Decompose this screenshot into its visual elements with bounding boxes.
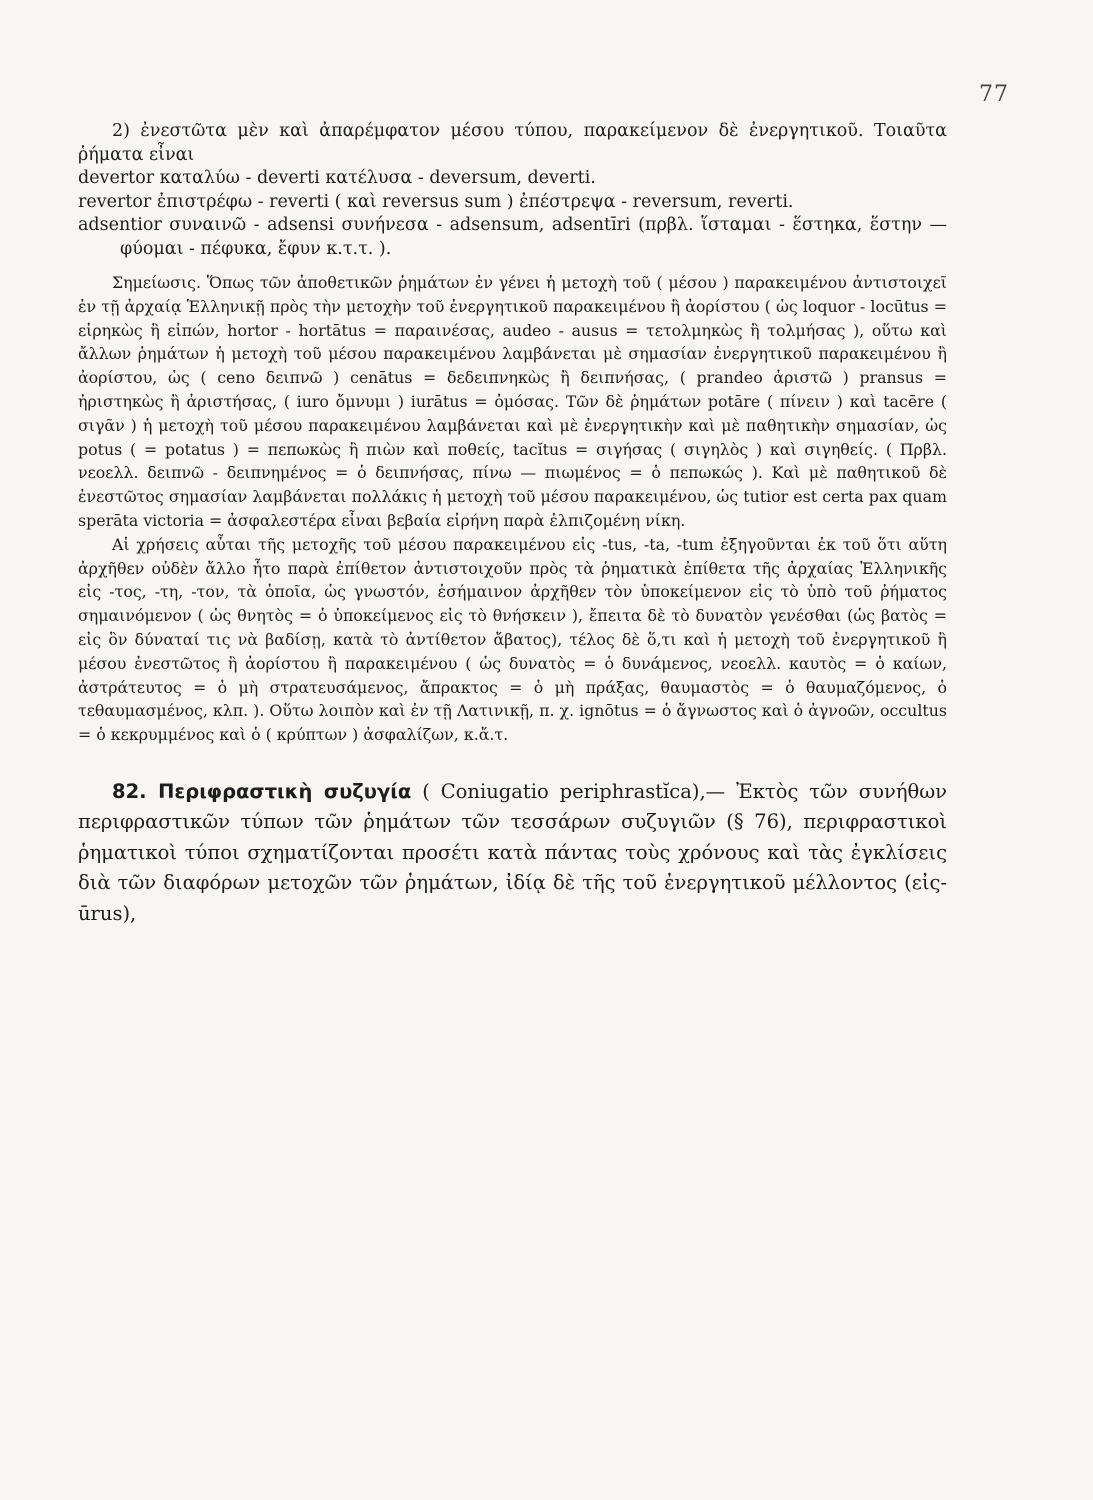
page-text (78, 120, 947, 929)
page-number: 77 (979, 82, 1009, 107)
note-paragraph-1: Σημείωσις. Ὅπως τῶν ἀποθετικῶν ῥημάτων ἐν γένει ἡ μετοχὴ τοῦ ( μέσου ) παρακειμένου ἀντιστοιχεῖ ἐν τῇ ἀρχαίᾳ Ἑλληνικῇ πρὸς τὴν μετοχὴν τοῦ ἐνεργητικοῦ παρακειμένου ἢ ἀορίστου ( ὡς loquor - locūtus = εἰρηκὼς ἢ εἰπών, hortor - hortātus = παραινέσας, audeo - ausus = τετολμηκὼς ἢ τολμήσας ), οὕτω καὶ ἄλλων ῥημάτων ἡ μετοχὴ τοῦ μέσου παρακειμένου λαμβάνεται μὲ σημασίαν ἐνεργητικοῦ παρακειμένου ἢ ἀορίστου, ὡς ( ceno δειπνῶ ) cenātus = δεδειπνηκὼς ἢ δειπνήσας, ( prandeo ἀριστῶ ) pransus = ἠριστηκὼς ἢ ἀριστήσας, ( iuro ὄμνυμι ) iurātus = ὀμόσας. Τῶν δὲ ῥημάτων potāre ( πίνειν ) καὶ tacēre ( σιγᾶν ) ἡ μετοχὴ τοῦ μέσου παρακειμένου λαμβάνεται καὶ μὲ ἐνεργητικὴν καὶ μὲ παθητικὴν σημασίαν, ὡς potus ( = potatus ) = πεπωκὼς ἢ πιὼν καὶ ποθείς, tacĭtus = σιγήσας ( σιγηλὸς ) καὶ σιγηθείς. ( Πρβλ. νεοελλ. δειπνῶ - δειπνημένος = ὁ δειπνήσας, πίνω — πιωμένος = ὁ πεπωκώς ). Καὶ μὲ παθητικοῦ δὲ ἐνεστῶτος σημασίαν λαμβάνεται πολλάκις ἡ μετοχὴ τοῦ μέσου παρακειμένου, ὡς tutior est certa pax quam sperāta victoria = ἀσφαλεστέρα εἶναι βεβαία εἰρήνη παρὰ ἐλπιζομένη νίκη. (78, 273, 947, 530)
section-heading: 82. Περιφραστικὴ συζυγία (112, 779, 412, 803)
entry-devertor: devertor καταλύω - deverti κατέλυσα - deversum, deverti. (78, 168, 596, 188)
section-text: ( Coniugatio periphrastĭca),— Ἐκτὸς τῶν συνήθων περιφραστικῶν τύπων τῶν ῥημάτων τῶν τεσσάρων συζυγιῶν (§ 76), περιφραστικοὶ ῥηματικοὶ τύποι σχηματίζονται προσέτι κατὰ πάντας τοὺς χρόνους καὶ τὰς ἐγκλίσεις διὰ τῶν διαφόρων μετοχῶν τῶν ῥημάτων, ἰδίᾳ δὲ τῆς τοῦ ἐνεργητικοῦ μέλλοντος (εἰς-ūrus), (78, 779, 947, 925)
entry-revertor: revertor ἐπιστρέφω - reverti ( καὶ reversus sum ) ἐπέστρεψα - reversum, reverti. (78, 191, 794, 212)
intro-paragraph: 2) ἐνεστῶτα μὲν καὶ ἀπαρέμφατον μέσου τύπου, παρακείμενον δὲ ἐνεργητικοῦ. Τοιαῦτα ῥήματα εἶναι (78, 121, 947, 165)
section-82 (78, 777, 947, 930)
entry-adsentior: adsentior συναινῶ - adsensi συνήνεσα - adsensum, adsentīri (πρβλ. ἵσταμαι - ἕστηκα, ἕστην — φύομαι - πέφυκα, ἔφυν κ.τ.τ. ). (78, 215, 947, 259)
note-paragraph-2: Αἱ χρήσεις αὗται τῆς μετοχῆς τοῦ μέσου παρακειμένου εἰς -tus, -ta, -tum ἐξηγοῦνται ἐκ τοῦ ὅτι αὕτη ἀρχῆθεν οὐδὲν ἄλλο ἦτο παρὰ ἐπίθετον ἀντιστοιχοῦν πρὸς τὰ ῥηματικὰ ἐπίθετα τῆς ἀρχαίας Ἑλληνικῆς εἰς -τος, -τη, -τον, τὰ ὁποῖα, ὡς γνωστόν, ἐσήμαινον ἀρχῆθεν τὸν ὑποκείμενον εἰς τὸ ὑπὸ τοῦ ῥήματος σημαινόμενον ( ὡς θνητὸς = ὁ ὑποκείμενος εἰς τὸ θνήσκειν ), ἔπειτα δὲ τὸ δυνατὸν γενέσθαι (ὡς βατὸς = εἰς ὃν δύναταί τις νὰ βαδίσῃ, κατὰ τὸ ἀντίθετον ἄβατος), τέλος δὲ ὅ,τι καὶ ἡ μετοχὴ τοῦ ἐνεργητικοῦ ἢ μέσου ἐνεστῶτος ἢ ἀορίστου ἢ παρακειμένου ( ὡς δυνατὸς = ὁ δυνάμενος, νεοελλ. καυτὸς = ὁ καίων, ἀστράτευτος = ὁ μὴ στρατευσάμενος, ἄπρακτος = ὁ μὴ πράξας, θαυμαστὸς = ὁ θαυμαζόμενος, ὁ τεθαυμασμένος, κλπ. ). Οὕτω λοιπὸν καὶ ἐν τῇ Λατινικῇ, π. χ. ignōtus = ὁ ἄγνωστος καὶ ὁ ἀγνοῶν, occultus = ὁ κεκρυμμένος καὶ ὁ ( κρύπτων ) ἀσφαλίζων, κ.ἄ.τ. (78, 534, 948, 745)
